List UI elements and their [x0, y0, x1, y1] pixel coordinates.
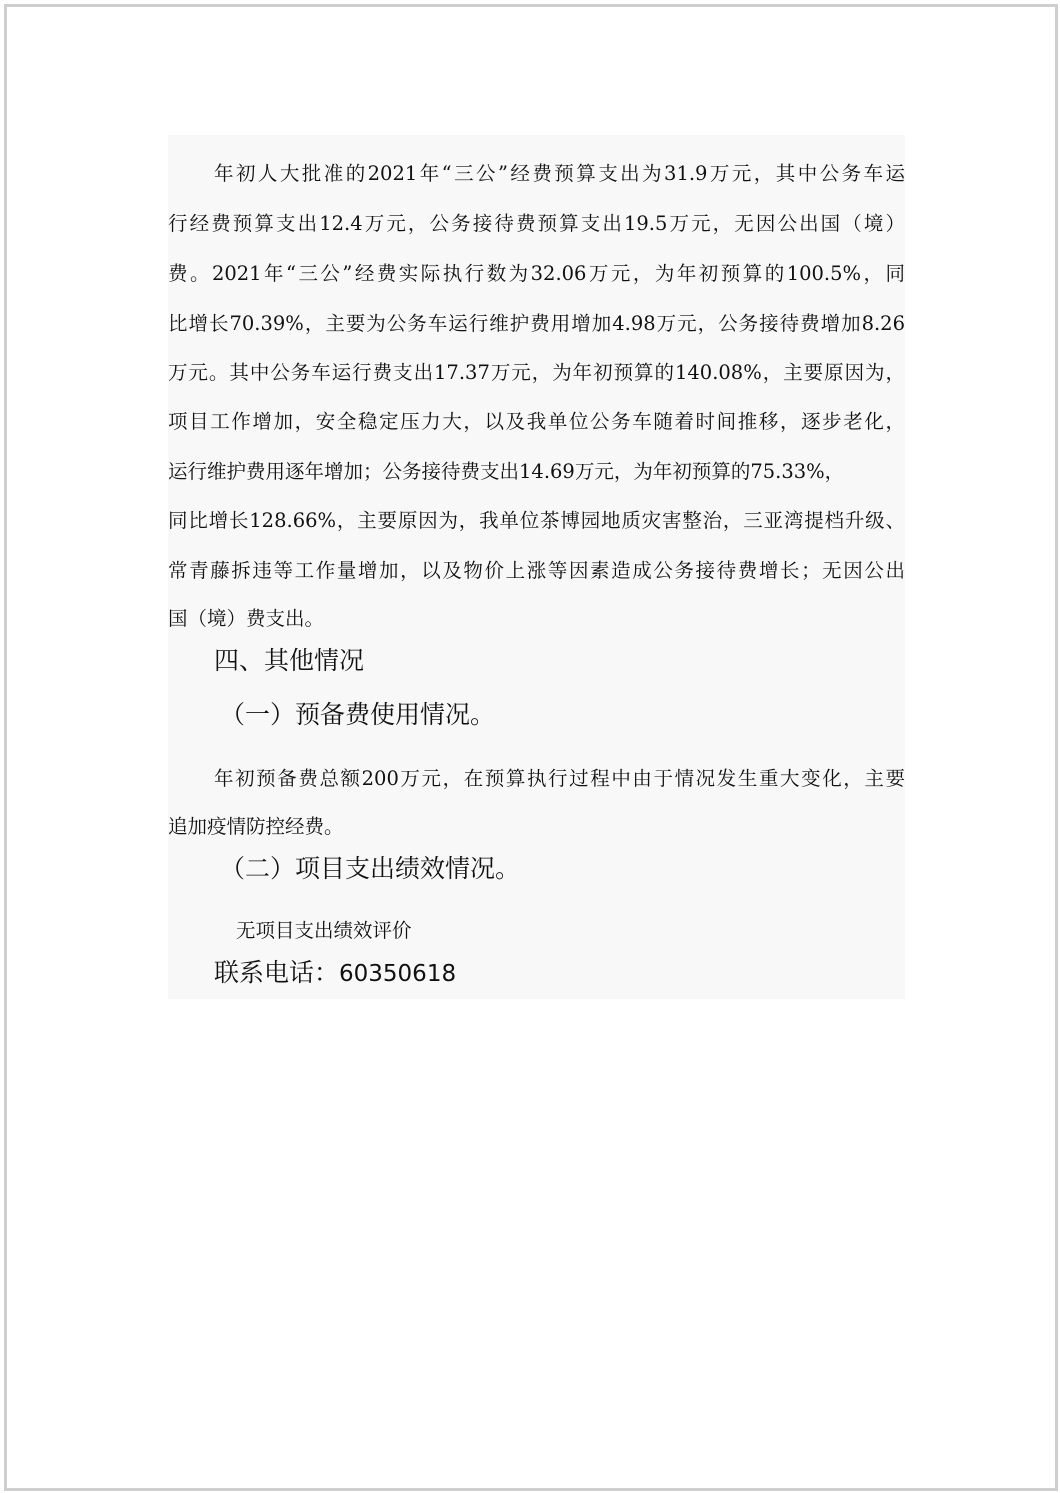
paragraph-line: 追加疫情防控经费。 [168, 815, 344, 838]
no-evaluation-note: 无项目支出绩效评价 [236, 919, 412, 942]
contact-label: 联系电话： [214, 958, 340, 987]
document-page [4, 4, 1058, 1491]
paragraph-line: 国（境）费支出。 [168, 607, 325, 630]
document-body [168, 135, 905, 999]
paragraph-line: 运行维护费用逐年增加；公务接待费支出14.69万元，为年初预算的75.33%， [168, 460, 845, 483]
paragraph-line: 年初人大批准的2021年“三公”经费预算支出为31.9万元，其中公务车运 [214, 162, 905, 185]
paragraph-line: 常青藤拆违等工作量增加，以及物价上涨等因素造成公务接待费增长；无因公出 [168, 559, 905, 582]
section-heading: 四、其他情况 [214, 646, 365, 675]
paragraph-line: 万元。其中公务车运行费支出17.37万元，为年初预算的140.08%，主要原因为， [168, 361, 905, 384]
subsection-heading-reserve-fund: （一）预备费使用情况。 [220, 700, 496, 729]
paragraph-line: 项目工作增加，安全稳定压力大，以及我单位公务车随着时间推移，逐步老化， [168, 410, 905, 433]
paragraph-line: 同比增长128.66%，主要原因为，我单位茶博园地质灾害整治，三亚湾提档升级、 [168, 509, 905, 532]
subsection-heading-project-performance: （二）项目支出绩效情况。 [220, 854, 521, 883]
paragraph-line: 比增长70.39%，主要为公务车运行维护费用增加4.98万元，公务接待费增加8.26 [168, 312, 905, 335]
paragraph-line: 行经费预算支出12.4万元，公务接待费预算支出19.5万元，无因公出国（境） [168, 212, 905, 235]
paragraph-line: 费。2021年“三公”经费实际执行数为32.06万元，为年初预算的100.5%，同 [168, 262, 905, 285]
paragraph-line: 年初预备费总额200万元，在预算执行过程中由于情况发生重大变化，主要 [214, 767, 905, 790]
contact-phone [214, 955, 905, 991]
phone-number: 60350618 [339, 961, 457, 987]
